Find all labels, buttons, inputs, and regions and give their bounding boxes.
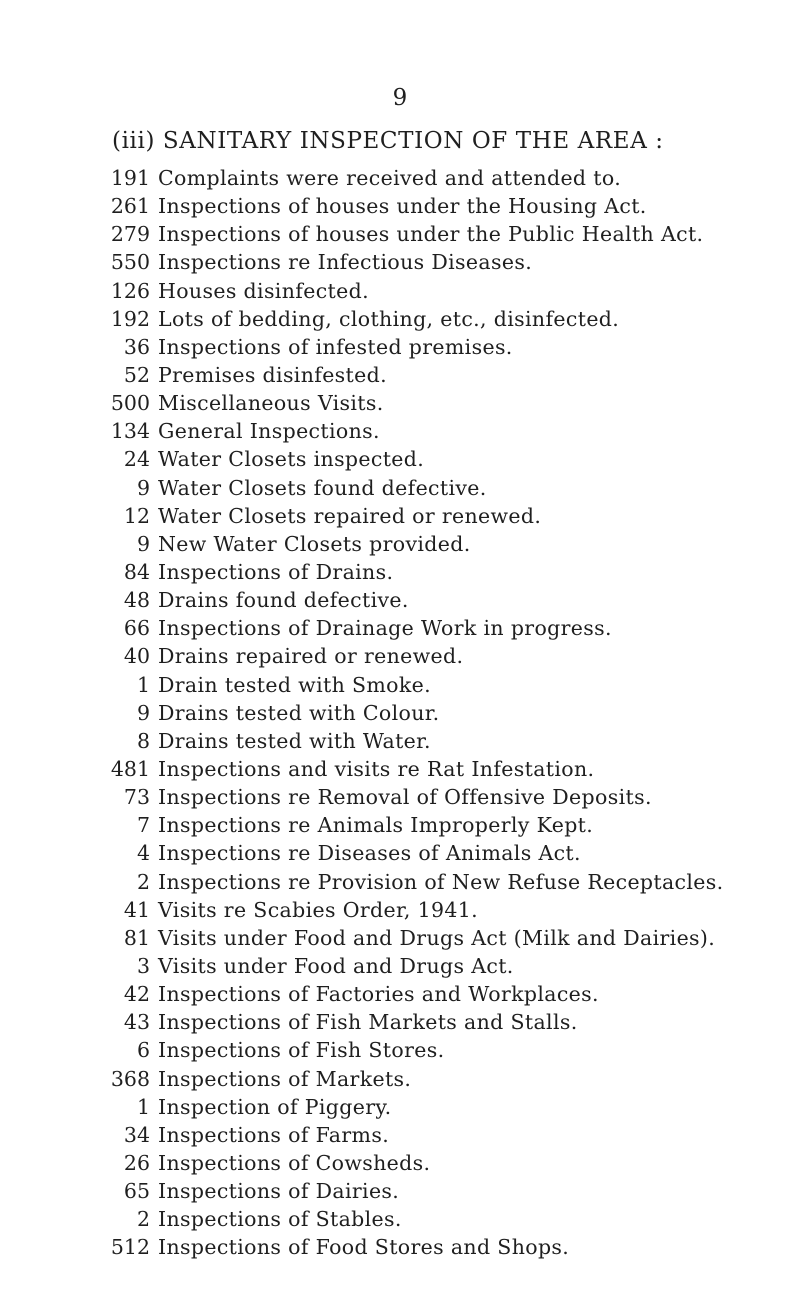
section-title: (iii) SANITARY INSPECTION OF THE AREA :: [112, 128, 664, 154]
entry-count: 126: [110, 278, 150, 303]
entry-count: 2: [136, 869, 150, 894]
list-item: [110, 644, 800, 672]
entry-count: 9: [136, 475, 150, 500]
entry-description: Inspections re Infectious Diseases.: [158, 250, 533, 275]
list-item: [110, 954, 800, 982]
entry-description: Inspections of Stables.: [158, 1207, 402, 1232]
entry-description: Drain tested with Smoke.: [158, 672, 431, 697]
list-item: [110, 616, 800, 644]
list-item: [110, 1151, 800, 1179]
entry-description: Inspections of Fish Markets and Stalls.: [158, 1010, 578, 1035]
list-item: [110, 335, 800, 363]
list-item: [110, 307, 800, 335]
entry-count: 3: [136, 953, 150, 978]
entry-description: Inspections of Factories and Workplaces.: [158, 982, 599, 1007]
list-item: [110, 194, 800, 222]
list-item: [110, 363, 800, 391]
list-item: [110, 898, 800, 926]
list-item: [110, 673, 800, 701]
entry-count: 6: [136, 1038, 150, 1063]
list-item: [110, 729, 800, 757]
entry-count: 1: [136, 1094, 150, 1119]
entry-count: 481: [110, 756, 150, 781]
list-item: [110, 391, 800, 419]
entry-description: Inspections of Farms.: [158, 1122, 390, 1147]
list-item: [110, 870, 800, 898]
entry-description: Inspections re Animals Improperly Kept.: [158, 813, 594, 838]
entry-description: Miscellaneous Visits.: [158, 391, 384, 416]
entry-description: Inspections of Cowsheds.: [158, 1150, 431, 1175]
entry-description: Houses disinfected.: [158, 278, 369, 303]
list-item: [110, 222, 800, 250]
list-item: [110, 841, 800, 869]
list-item: [110, 250, 800, 278]
entry-description: Inspections re Diseases of Animals Act.: [158, 841, 581, 866]
entry-count: 2: [136, 1207, 150, 1232]
entry-description: Inspections re Removal of Offensive Deposits.: [158, 785, 652, 810]
entry-description: Water Closets inspected.: [158, 447, 425, 472]
entry-count: 26: [123, 1150, 150, 1175]
list-item: [110, 982, 800, 1010]
list-item: [110, 279, 800, 307]
entry-description: General Inspections.: [158, 419, 380, 444]
entry-count: 24: [123, 447, 150, 472]
entry-description: Visits under Food and Drugs Act.: [158, 953, 514, 978]
entry-description: Water Closets repaired or renewed.: [158, 503, 542, 528]
entry-count: 9: [136, 531, 150, 556]
list-item: [110, 504, 800, 532]
entry-count: 48: [123, 588, 150, 613]
entry-count: 43: [123, 1010, 150, 1035]
entry-description: Inspections of Drains.: [158, 559, 394, 584]
entry-description: Water Closets found defective.: [158, 475, 487, 500]
page-number: 9: [392, 85, 408, 111]
list-item: [110, 1067, 800, 1095]
list-item: [110, 532, 800, 560]
entry-description: Drains tested with Colour.: [158, 700, 440, 725]
entry-description: Inspections of Drainage Work in progress.: [158, 616, 612, 641]
list-item: [110, 757, 800, 785]
list-item: [110, 1207, 800, 1235]
entry-count: 41: [123, 897, 150, 922]
entry-count: 550: [110, 250, 150, 275]
entry-count: 7: [136, 813, 150, 838]
entry-count: 42: [123, 982, 150, 1007]
entry-description: Inspections of Markets.: [158, 1066, 412, 1091]
list-item: [110, 588, 800, 616]
entry-count: 52: [123, 362, 150, 387]
list-item: [110, 166, 800, 194]
entry-count: 261: [110, 194, 150, 219]
entry-description: Premises disinfested.: [158, 362, 387, 387]
list-item: [110, 701, 800, 729]
entry-description: Complaints were received and attended to.: [158, 166, 622, 190]
list-item: [110, 785, 800, 813]
entry-count: 512: [110, 1235, 150, 1260]
entry-count: 34: [123, 1122, 150, 1147]
entry-description: Inspections of Food Stores and Shops.: [158, 1235, 570, 1260]
list-item: [110, 813, 800, 841]
entry-count: 8: [136, 728, 150, 753]
entry-description: New Water Closets provided.: [158, 531, 471, 556]
entry-count: 368: [110, 1066, 150, 1091]
inspection-list: [110, 166, 800, 1263]
entry-count: 12: [123, 503, 150, 528]
entry-description: Drains tested with Water.: [158, 728, 431, 753]
entry-description: Lots of bedding, clothing, etc., disinfected.: [158, 306, 620, 331]
entry-count: 9: [136, 700, 150, 725]
entry-count: 4: [136, 841, 150, 866]
list-item: [110, 447, 800, 475]
entry-description: Visits re Scabies Order, 1941.: [158, 897, 479, 922]
list-item: [110, 1235, 800, 1263]
entry-count: 65: [123, 1179, 150, 1204]
entry-count: 1: [136, 672, 150, 697]
entry-description: Drains repaired or renewed.: [158, 644, 464, 669]
list-item: [110, 560, 800, 588]
entry-description: Inspections of houses under the Public Health Act.: [158, 222, 704, 247]
list-item: [110, 1010, 800, 1038]
entry-description: Inspection of Piggery.: [158, 1094, 392, 1119]
entry-count: 40: [123, 644, 150, 669]
entry-description: Inspections of Fish Stores.: [158, 1038, 445, 1063]
list-item: [110, 476, 800, 504]
entry-description: Drains found defective.: [158, 588, 409, 613]
entry-count: 81: [123, 925, 150, 950]
entry-description: Inspections of Dairies.: [158, 1179, 400, 1204]
entry-count: 279: [110, 222, 150, 247]
entry-description: Inspections and visits re Rat Infestation.: [158, 756, 595, 781]
list-item: [110, 926, 800, 954]
entry-description: Inspections of infested premises.: [158, 334, 513, 359]
entry-count: 500: [110, 391, 150, 416]
entry-count: 191: [110, 166, 150, 190]
entry-description: Visits under Food and Drugs Act (Milk and Dairies).: [158, 925, 716, 950]
entry-count: 73: [123, 785, 150, 810]
entry-count: 84: [123, 559, 150, 584]
list-item: [110, 1179, 800, 1207]
entry-count: 36: [123, 334, 150, 359]
entry-count: 192: [110, 306, 150, 331]
list-item: [110, 1123, 800, 1151]
entry-count: 134: [110, 419, 150, 444]
entry-description: Inspections of houses under the Housing Act.: [158, 194, 647, 219]
entry-description: Inspections re Provision of New Refuse Receptacles.: [158, 869, 724, 894]
list-item: [110, 1038, 800, 1066]
list-item: [110, 419, 800, 447]
entry-count: 66: [123, 616, 150, 641]
list-item: [110, 1095, 800, 1123]
